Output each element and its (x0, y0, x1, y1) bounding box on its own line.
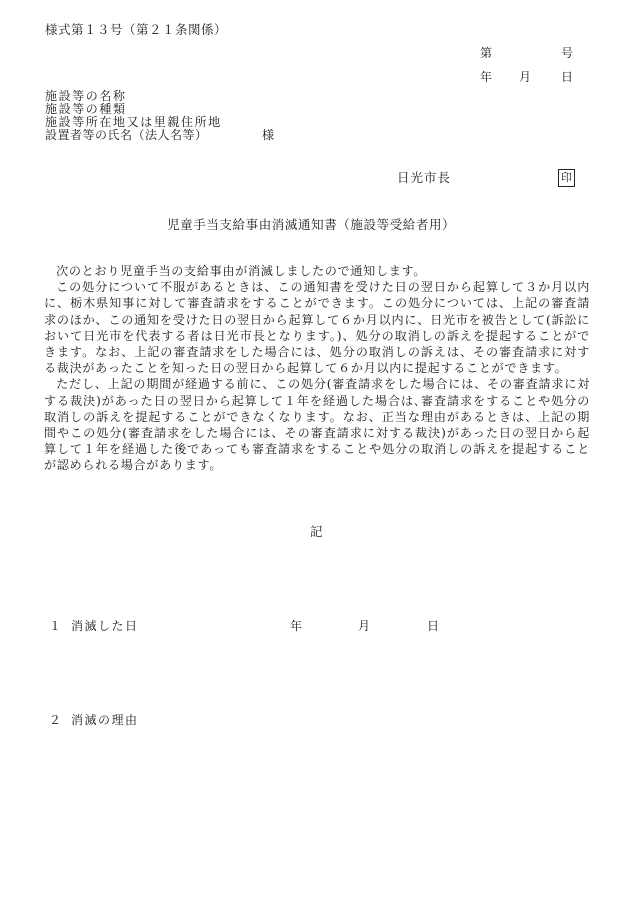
item-1-number: １ (49, 619, 62, 633)
item-2-number: ２ (49, 713, 62, 727)
facility-type-label: 施設等の種類 (45, 102, 127, 116)
facility-address-label: 施設等所在地又は里親住所地 (45, 115, 222, 129)
honorific: 様 (262, 128, 275, 142)
date-day-label: 日 (561, 70, 574, 84)
date-month-label: 月 (519, 70, 532, 84)
item-1-month-label: 月 (358, 619, 371, 633)
item-2-label: 消滅の理由 (71, 713, 139, 727)
doc-number-prefix: 第 (480, 46, 493, 60)
item-1-day-label: 日 (427, 619, 440, 633)
item-1-year-label: 年 (290, 619, 303, 633)
seal-stamp: 印 (558, 169, 575, 187)
body-paragraph-2: この処分について不服があるときは、この通知書を受けた日の翌日から起算して３か月以内に、栃木県知事に対して審査請求をすることができます。この処分については、上記の審査請求のほか、この通知を受けた日の翌日から起算して６か月以内に、日光市を被告として(訴訟において日光市を代表する者は日光市長となります。)、処分の取消しの訴えを提起することができます。なお、上記の審査請求をした場合には、処分の取消しの訴えは、その審査請求に対する裁決があったことを知った日の翌日から起算して６か月以内に提起することができます。 (44, 280, 590, 376)
item-1-label: 消滅した日 (71, 619, 139, 633)
ki-heading: 記 (310, 524, 323, 539)
document-title: 児童手当支給事由消滅通知書（施設等受給者用） (167, 217, 456, 232)
body-paragraph-1: 次のとおり児童手当の支給事由が消滅しましたので通知します。 (56, 264, 427, 278)
doc-number-suffix: 号 (561, 46, 574, 60)
body-paragraph-3: ただし、上記の期間が経過する前に、この処分(審査請求をした場合には、その審査請求に対する裁決)があった日の翌日から起算して１年を経過した場合は､審査請求をすることや処分の取消しの訴えを提起することができなくなります。なお、正当な理由があるときは、上記の期間やこの処分(審査請求をした場合には、その審査請求に対する裁決)があった日の翌日から起算して１年を経過した後であっても審査請求をすることや処分の取消しの訴えを提起することが認められる場合があります。 (44, 377, 590, 473)
date-year-label: 年 (480, 70, 493, 84)
issuer-mayor: 日光市長 (397, 170, 452, 185)
founder-name-label: 設置者等の氏名（法人名等） (45, 128, 208, 142)
facility-name-label: 施設等の名称 (45, 89, 127, 103)
form-number: 様式第１３号（第２１条関係） (45, 22, 228, 37)
notice-body (44, 263, 590, 474)
